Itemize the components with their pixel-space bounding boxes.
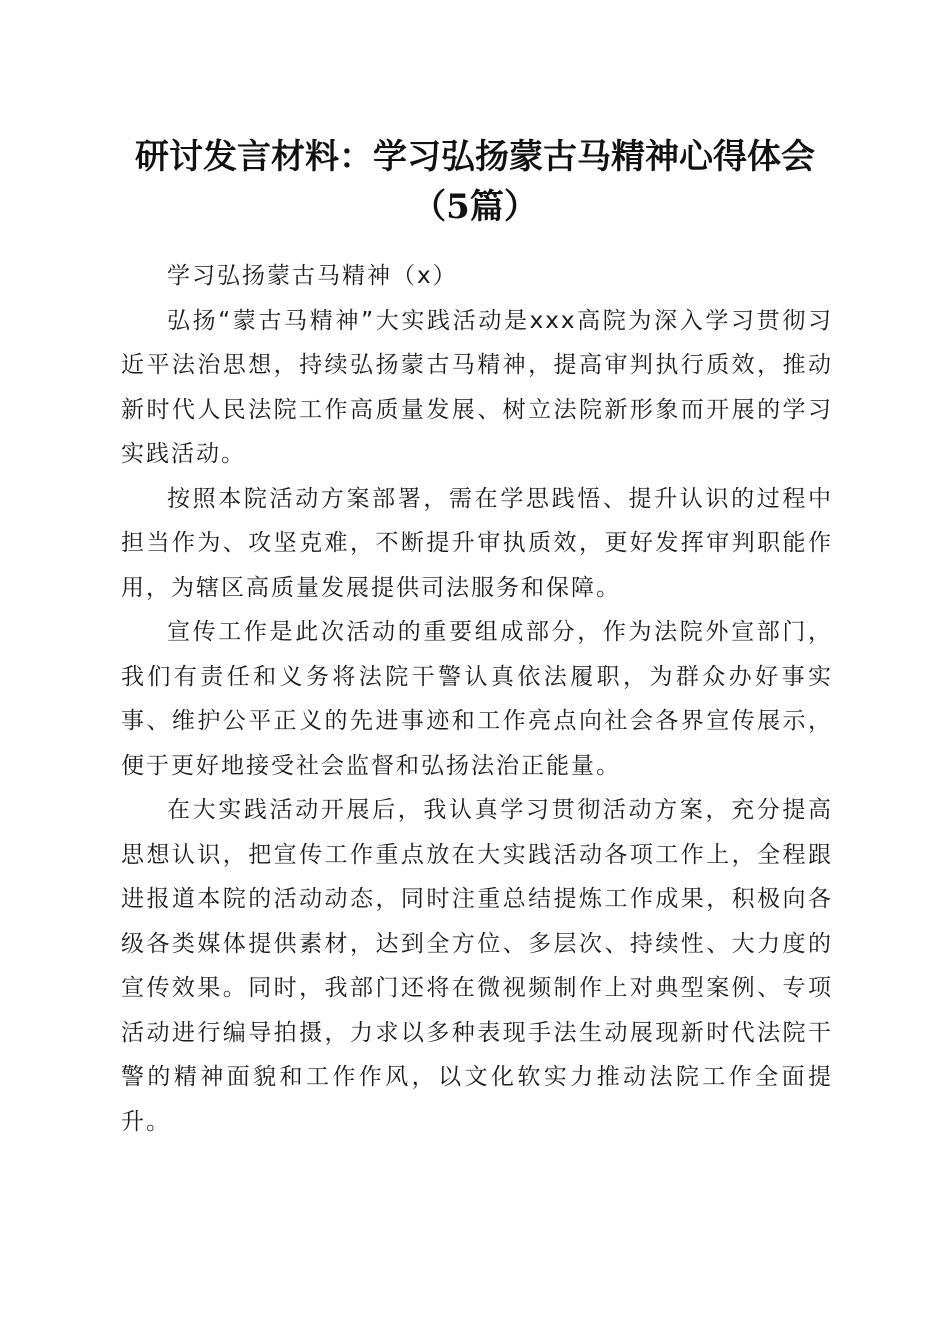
title-line-1: 研讨发言材料：学习弘扬蒙古马精神心得体会 (135, 137, 815, 177)
title-line-2: （5篇） (412, 187, 538, 227)
paragraph-3: 宣传工作是此次活动的重要组成部分，作为法院外宣部门，我们有责任和义务将法院干警认真依法履职，为群众办好事实事、维护公平正义的先进事迹和工作亮点向社会各界宣传展示，便于更好地接受社会监督和弘扬法治正能量。 (121, 619, 833, 779)
section-heading: 学习弘扬蒙古马精神（x） (167, 263, 458, 289)
paragraph-2: 按照本院活动方案部署，需在学思践悟、提升认识的过程中担当作为、攻坚克难，不断提升审执质效，更好发挥审判职能作用，为辖区高质量发展提供司法服务和保障。 (121, 485, 833, 601)
paragraph-1: 弘扬“蒙古马精神”大实践活动是xxx高院为深入学习贯彻习近平法治思想，持续弘扬蒙古马精神，提高审判执行质效，推动新时代人民法院工作高质量发展、树立法院新形象而开展的学习实践活动。 (121, 307, 833, 467)
document-title (110, 132, 840, 232)
paragraph-4: 在大实践活动开展后，我认真学习贯彻活动方案，充分提高思想认识，把宣传工作重点放在大实践活动各项工作上，全程跟进报道本院的活动动态，同时注重总结提炼工作成果，积极向各级各类媒体提供素材，达到全方位、多层次、持续性、大力度的宣传效果。同时，我部门还将在微视频制作上对典型案例、专项活动进行编导拍摄，力求以多种表现手法生动展现新时代法院干警的精神面貌和工作作风，以文化软实力推动法院工作全面提升。 (121, 797, 833, 1135)
document-body (121, 254, 833, 1144)
